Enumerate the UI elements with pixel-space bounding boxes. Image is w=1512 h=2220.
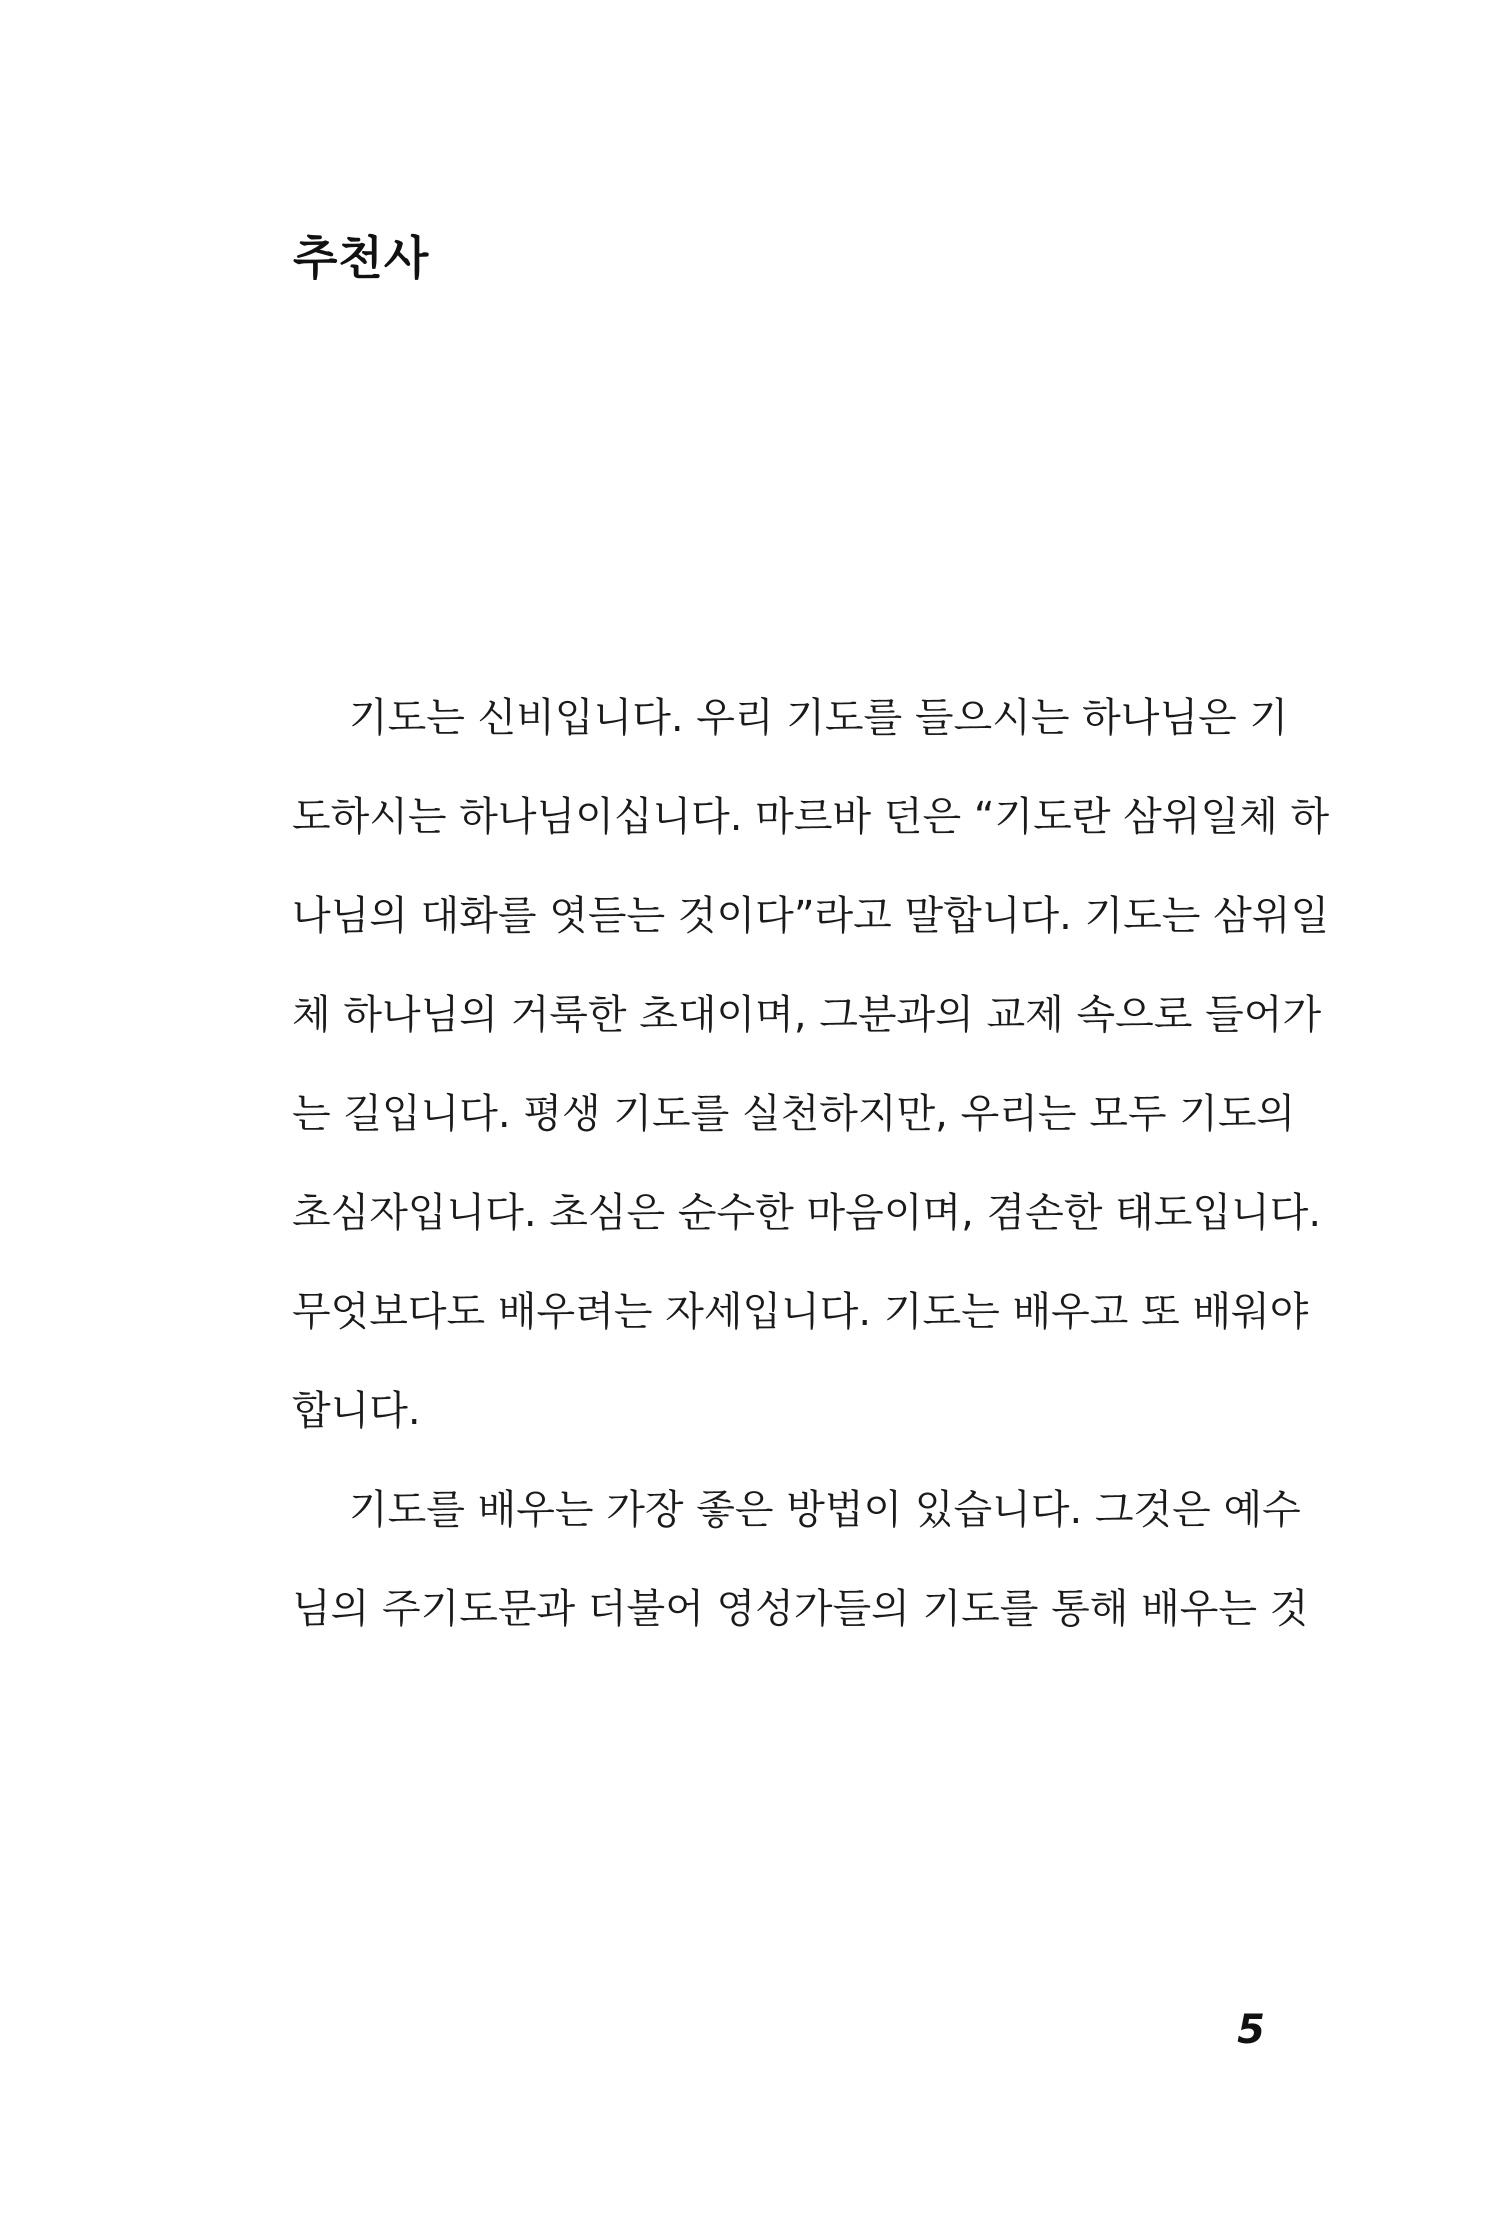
body-text	[292, 669, 1330, 1659]
paragraph-line: 도하시는 하나님이십니다. 마르바 던은 “기도란 삼위일체 하	[292, 794, 1330, 840]
paragraph-line: 합니다.	[292, 1388, 421, 1434]
paragraph-line: 무엇보다도 배우려는 자세입니다. 기도는 배우고 또 배워야	[292, 1289, 1309, 1335]
page-number: 5	[1237, 2007, 1265, 2053]
paragraph-line: 초심자입니다. 초심은 순수한 마음이며, 겸손한 태도입니다.	[292, 1190, 1322, 1236]
chapter-title: 추천사	[293, 231, 430, 285]
paragraph-line: 기도는 신비입니다. 우리 기도를 들으시는 하나님은 기	[349, 695, 1289, 741]
paragraph-line: 기도를 배우는 가장 좋은 방법이 있습니다. 그것은 예수	[349, 1487, 1301, 1533]
paragraph-line: 체 하나님의 거룩한 초대이며, 그분과의 교제 속으로 들어가	[292, 992, 1322, 1038]
paragraph-line: 님의 주기도문과 더불어 영성가들의 기도를 통해 배우는 것	[292, 1586, 1309, 1632]
paragraph-line: 는 길입니다. 평생 기도를 실천하지만, 우리는 모두 기도의	[292, 1091, 1296, 1137]
paragraph-line: 나님의 대화를 엿듣는 것이다”라고 말합니다. 기도는 삼위일	[292, 893, 1330, 939]
